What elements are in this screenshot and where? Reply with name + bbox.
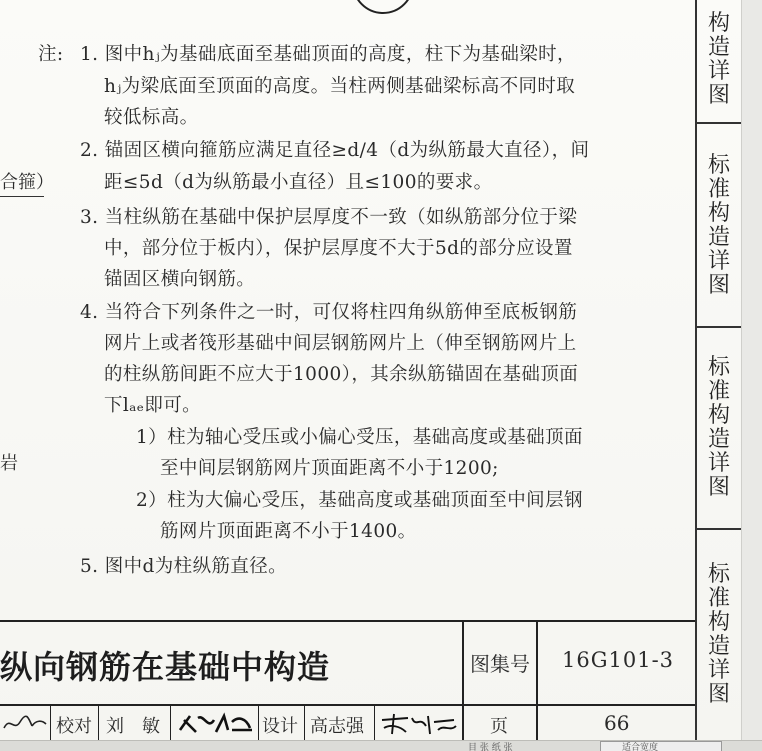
tab-char: 标 (707, 355, 730, 380)
note-3-line-3: 锚固区横向钢筋。 (104, 269, 256, 290)
tab-char: 构 (707, 610, 730, 635)
note-4-sub-2-line-2: 筋网片顶面距离不小于1400。 (160, 521, 417, 542)
tab-char: 图 (707, 273, 730, 298)
check-label: 校对 (56, 716, 92, 737)
zoom-level: 适合宽度 (622, 743, 659, 751)
tab-char: 详 (707, 249, 730, 274)
row-divider (98, 706, 99, 740)
side-tab-column (695, 0, 741, 740)
row-divider (374, 706, 375, 740)
side-tab-standard-details-3[interactable] (697, 328, 741, 530)
title-block (0, 620, 695, 740)
tab-char: 详 (707, 59, 730, 84)
designer-name: 高志强 (310, 716, 364, 737)
tab-char: 造 (707, 225, 730, 250)
drawing-title: 纵向钢筋在基础中构造 (0, 648, 331, 686)
atlas-number: 16G101-3 (562, 648, 675, 672)
row-divider (258, 706, 259, 740)
left-cropped-text: 合箍） (0, 172, 54, 193)
note-4-line-4: 下lₐₑ即可。 (104, 395, 202, 416)
notes-label: 注: (38, 44, 64, 65)
note-2-line-1: 2. 锚固区横向箍筋应满足直径≥d/4（d为纵筋最大直径），间 (80, 140, 590, 161)
note-1-line-1: 1. 图中hⱼ为基础底面至基础顶面的高度，柱下为基础梁时， (80, 44, 576, 65)
tab-char: 造 (707, 35, 730, 60)
reviewer-signature-image (2, 710, 48, 736)
checker-name: 刘 敏 (106, 716, 160, 737)
row-divider (50, 706, 51, 740)
note-4-line-3: 的柱纵筋间距不应大于1000），其余纵筋锚固在基础顶面 (104, 364, 579, 385)
atlas-number-label: 图集号 (470, 652, 530, 676)
page-number: 66 (604, 711, 630, 735)
note-4-line-1: 4. 当符合下列条件之一时，可仅将柱四角纵筋伸至底板钢筋 (80, 302, 578, 323)
note-1-line-2: hⱼ为梁底面至顶面的高度。当柱两侧基础梁标高不同时取 (104, 76, 576, 97)
signature-row (0, 706, 695, 740)
tab-char: 准 (707, 177, 730, 202)
tab-char: 标 (707, 153, 730, 178)
tab-char: 标 (707, 562, 730, 587)
row-divider (170, 706, 171, 740)
note-4-line-2: 网片上或者筏形基础中间层钢筋网片上（伸至钢筋网片上 (104, 333, 577, 354)
design-label: 设计 (262, 716, 298, 737)
viewer-status-bar (0, 740, 762, 751)
tab-char: 构 (707, 11, 730, 36)
tab-char: 构 (707, 403, 730, 428)
tab-char: 准 (707, 379, 730, 404)
note-4-sub-2-line-1: 2）柱为大偏心受压，基础高度或基础顶面至中间层钢 (136, 490, 583, 511)
tab-char: 图 (707, 682, 730, 707)
note-2-line-2: 距≤5d（d为纵筋最小直径）且≤100的要求。 (104, 172, 493, 193)
note-4-sub-1-line-2: 至中间层钢筋网片顶面距离不小于1200; (160, 458, 499, 479)
tab-char: 造 (707, 427, 730, 452)
page-label: 页 (490, 716, 508, 737)
left-cropped-text-2: 岩 (0, 453, 18, 474)
side-tab-standard-details-2[interactable] (697, 126, 741, 328)
tab-char: 图 (707, 83, 730, 108)
tab-char: 图 (707, 475, 730, 500)
checker-signature-image (176, 710, 256, 738)
note-3-line-1: 3. 当柱纵筋在基础中保护层厚度不一致（如纵筋部分位于梁 (80, 207, 578, 228)
row-divider (304, 706, 305, 740)
note-3-line-2: 中，部分位于板内），保护层厚度不大于5d的部分应设置 (104, 238, 573, 259)
note-1-line-3: 较低标高。 (104, 107, 199, 128)
tab-char: 构 (707, 201, 730, 226)
scroll-edge[interactable] (741, 0, 762, 740)
designer-signature-image (378, 710, 460, 738)
note-4-sub-1-line-1: 1）柱为轴心受压或小偏心受压，基础高度或基础顶面 (136, 427, 583, 448)
note-5: 5. 图中d为柱纵筋直径。 (80, 556, 288, 577)
tab-char: 准 (707, 586, 730, 611)
tab-char: 造 (707, 634, 730, 659)
tab-char: 详 (707, 658, 730, 683)
tab-char: 详 (707, 451, 730, 476)
page-status-text: 目 张 纸 张 (468, 743, 513, 751)
side-tab-standard-details-4[interactable] (697, 530, 741, 740)
side-tab-standard-details-1[interactable] (697, 0, 741, 124)
title-block-top-border (0, 620, 695, 622)
